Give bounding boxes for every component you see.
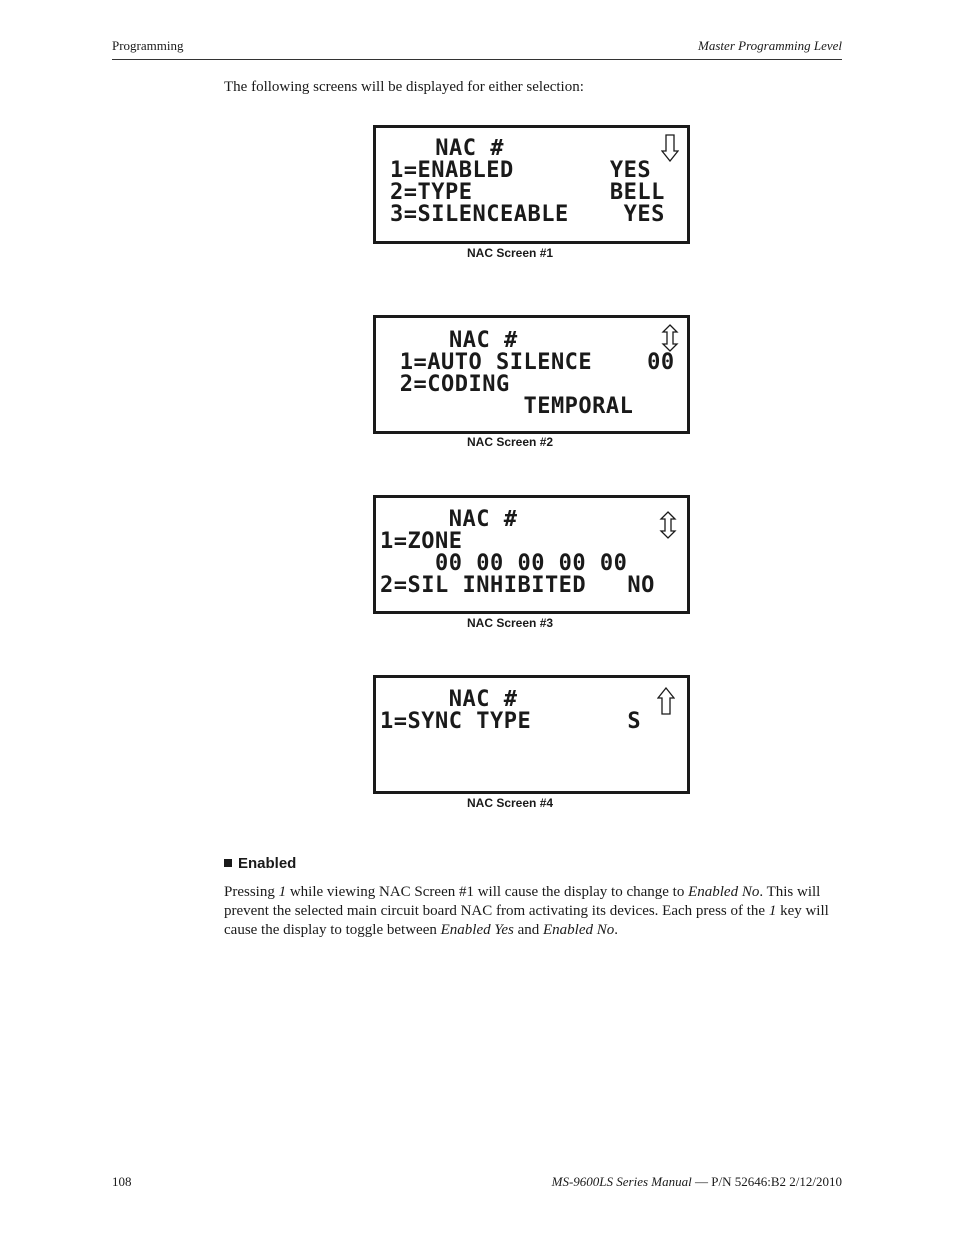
lcd-line: 1=AUTO SILENCE 00 bbox=[386, 350, 675, 375]
intro-text: The following screens will be displayed for either selection: bbox=[224, 79, 584, 95]
lcd-line: 3=SILENCEABLE YES bbox=[390, 202, 665, 227]
nac-screen-2-display bbox=[373, 315, 690, 434]
para-text: and bbox=[513, 922, 543, 938]
lcd-line: 2=TYPE BELL bbox=[390, 180, 665, 205]
nac-screen-2-caption: NAC Screen #2 bbox=[467, 435, 554, 449]
section-heading-enabled bbox=[224, 855, 296, 872]
nac-screen-1-display bbox=[373, 125, 690, 244]
lcd-line: NAC # bbox=[394, 136, 504, 161]
para-text: Pressing bbox=[224, 884, 279, 900]
part-number-date: — P/N 52646:B2 2/12/2010 bbox=[691, 1174, 842, 1189]
lcd-line: NAC # bbox=[394, 328, 518, 353]
nac-screen-3-display bbox=[373, 495, 690, 614]
page-number: 108 bbox=[112, 1174, 132, 1189]
para-text: while viewing NAC Screen #1 will cause the display to change to bbox=[286, 884, 689, 900]
nac-screen-1-caption: NAC Screen #1 bbox=[467, 246, 554, 260]
manual-title: MS-9600LS Series Manual bbox=[551, 1174, 692, 1189]
para-text: key will cause the display to toggle between bbox=[224, 903, 829, 938]
up-down-arrow-icon bbox=[661, 324, 679, 352]
lcd-line: NAC # bbox=[380, 507, 518, 532]
key-reference: 1 bbox=[768, 903, 777, 919]
lcd-line: 2=SIL INHIBITED NO bbox=[380, 573, 655, 598]
nac-screen-4-display bbox=[373, 675, 690, 794]
para-text: . This will prevent the selected main circuit board NAC from activating its devices. Each press of the bbox=[224, 884, 821, 919]
lcd-line: 1=SYNC TYPE S bbox=[380, 709, 642, 734]
header-rule bbox=[112, 59, 842, 60]
header-chapter-title: Master Programming Level bbox=[698, 38, 842, 53]
para-text: . bbox=[614, 922, 618, 938]
value-reference: Enabled No bbox=[688, 884, 760, 900]
footer-manual-info bbox=[552, 1174, 842, 1190]
nac-screen-3-caption: NAC Screen #3 bbox=[467, 616, 554, 630]
up-down-arrow-icon bbox=[659, 511, 677, 539]
down-arrow-icon bbox=[661, 134, 679, 162]
lcd-line: 2=CODING bbox=[386, 372, 510, 397]
nac-screen-4-caption: NAC Screen #4 bbox=[467, 796, 554, 810]
up-arrow-icon bbox=[657, 687, 675, 715]
section-heading-text: Enabled bbox=[238, 855, 297, 872]
enabled-description-paragraph bbox=[224, 883, 844, 940]
lcd-line: NAC # bbox=[380, 687, 518, 712]
square-bullet-icon bbox=[224, 859, 232, 867]
value-reference: Enabled Yes bbox=[440, 922, 514, 938]
lcd-line: TEMPORAL bbox=[386, 394, 634, 419]
key-reference: 1 bbox=[278, 884, 287, 900]
lcd-line: 1=ZONE bbox=[380, 529, 463, 554]
lcd-line: 00 00 00 00 00 bbox=[380, 551, 628, 576]
header-section-title: Programming bbox=[112, 38, 184, 53]
lcd-line: 1=ENABLED YES bbox=[390, 158, 652, 183]
value-reference: Enabled No bbox=[542, 922, 615, 938]
